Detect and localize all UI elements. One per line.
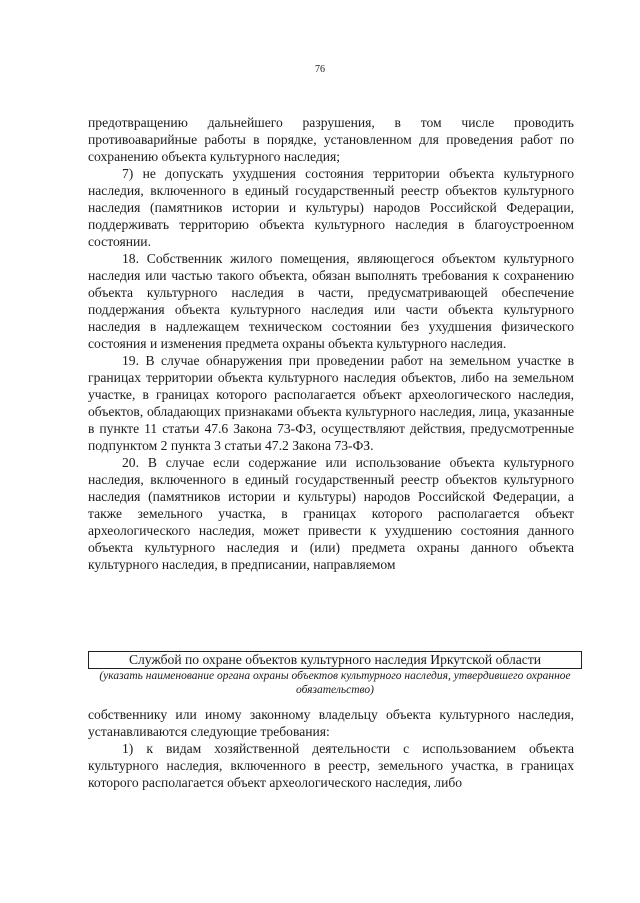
paragraph-recipients: собственнику или иному законному владельцу объекта культурного наследия, устанавливаются следующие требования:: [88, 707, 574, 739]
paragraph-continuation: предотвращению дальнейшего разрушения, в том числе проводить противоаварийные работы в порядке, установленном для проведения работ по сохранению объекта культурного наследия;: [88, 115, 574, 164]
body-text-top: [88, 114, 574, 573]
paragraph-item-19: 19. В случае обнаружения при проведении работ на земельном участке в границах территории объекта культурного наследия объектов, либо на земельном участке, в границах которого располагается объект археологического наследия, объектов, обладающих признаками объекта культурного наследия, лица, указанные в пункте 11 статьи 47.6 Закона 73-ФЗ, осуществляют действия, предусмотренные подпунктом 2 пункта 3 статьи 47.2 Закона 73-ФЗ.: [88, 353, 574, 453]
authority-note: (указать наименование органа охраны объектов культурного наследия, утвердившего охранное обязательство): [99, 670, 571, 696]
paragraph-item-20: 20. В случае если содержание или использование объекта культурного наследия, включенного в единый государственный реестр объектов культурного наследия (памятников истории и культуры) народов Российской Федерации, а также земельного участка, в границах которого располагается объект археологического наследия, может привести к ухудшению состояния данного объекта культурного наследия и (или) предмета охраны данного объекта культурного наследия, в предписании, направляемом: [88, 455, 574, 572]
authority-name-box: Службой по охране объектов культурного наследия Иркутской области: [88, 651, 582, 669]
paragraph-requirement-1: 1) к видам хозяйственной деятельности с использованием объекта культурного наследия, включенного в реестр, земельного участка, в границах которого располагается объект археологического наследия, либо: [88, 741, 574, 790]
paragraph-item-7: 7) не допускать ухудшения состояния территории объекта культурного наследия, включенного в единый государственный реестр объектов культурного наследия (памятников истории и культуры) народов Российской Федерации, поддерживать территорию объекта культурного наследия в благоустроенном состоянии.: [88, 166, 574, 249]
body-text-bottom: [88, 706, 574, 791]
page-number: 76: [315, 64, 325, 75]
paragraph-item-18: 18. Собственник жилого помещения, являющегося объектом культурного наследия или частью такого объекта, обязан выполнять требования к сохранению объекта культурного наследия в части, предусматривающей обеспечение поддержания объекта культурного наследия или части объекта культурного наследия в надлежащем техническом состоянии без ухудшения физического состояния и изменения предмета охраны объекта культурного наследия.: [88, 251, 574, 351]
